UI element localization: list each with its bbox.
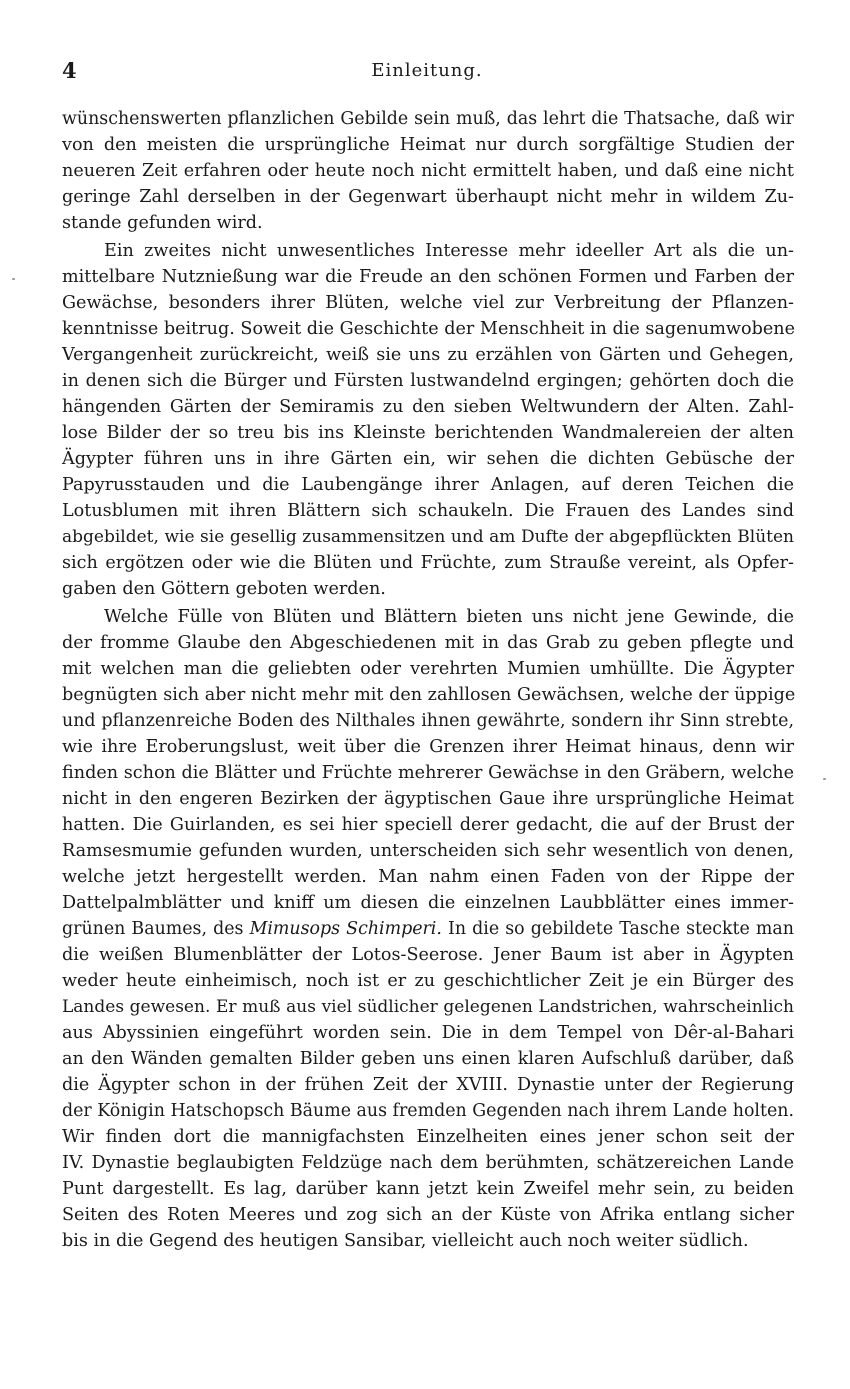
- text-line: Dattelpalmblätter und kniff um diesen die einzelnen Laubblätter eines immer-: [62, 893, 794, 913]
- text-line: [62, 916, 794, 942]
- page-header: [62, 58, 792, 86]
- text-line: an den Wänden gemalten Bilder geben uns einen klaren Aufschluß darüber, daß: [62, 1049, 794, 1069]
- text-line: Ramsesmumie gefunden wurden, unterscheiden sich sehr wesentlich von denen,: [62, 841, 794, 861]
- text-line: Gewächse, besonders ihrer Blüten, welche viel zur Verbreitung der Pflanzen-: [62, 293, 794, 313]
- text-line: abgebildet, wie sie gesellig zusammensitzen und am Dufte der abgepflückten Blüten: [62, 527, 794, 547]
- text-line: weder heute einheimisch, noch ist er zu geschichtlicher Zeit je ein Bürger des: [62, 971, 794, 991]
- text-line: hängenden Gärten der Semiramis zu den sieben Weltwundern der Alten. Zahl-: [62, 397, 794, 417]
- text-line: finden schon die Blätter und Früchte mehrerer Gewächse in den Gräbern, welche: [62, 763, 794, 783]
- text-segment: In die so gebildete Tasche steckte man: [441, 919, 794, 939]
- text-line: stande gefunden wird.: [62, 213, 263, 233]
- text-line: bis in die Gegend des heutigen Sansibar, vielleicht auch noch weiter südlich.: [62, 1231, 749, 1251]
- text-line: in denen sich die Bürger und Fürsten lustwandelnd ergingen; gehörten doch die: [62, 371, 794, 391]
- page-speck: [823, 778, 826, 780]
- page-number: 4: [62, 58, 77, 83]
- text-line: aus Abyssinien eingeführt worden sein. Die in dem Tempel von Dêr-al-Bahari: [62, 1023, 794, 1043]
- text-line: die Ägypter schon in der frühen Zeit der XVIII. Dynastie unter der Regierung: [62, 1075, 794, 1095]
- text-line: neueren Zeit erfahren oder heute noch nicht ermittelt haben, und daß eine nicht: [62, 161, 794, 181]
- text-line: Papyrusstauden und die Laubengänge ihrer Anlagen, auf deren Teichen die: [62, 475, 794, 495]
- text-line: der fromme Glaube den Abgeschiedenen mit in das Grab zu geben pflegte und: [62, 633, 794, 653]
- text-line: Wir finden dort die mannigfachsten Einzelheiten eines jener schon seit der: [62, 1127, 794, 1147]
- text-line: begnügten sich aber nicht mehr mit den zahllosen Gewächsen, welche der üppige: [62, 685, 796, 705]
- text-line: gaben den Göttern geboten werden.: [62, 579, 386, 599]
- text-line: Landes gewesen. Er muß aus viel südlicher gelegenen Landstrichen, wahrscheinlich: [62, 997, 794, 1017]
- text-line: geringe Zahl derselben in der Gegenwart überhaupt nicht mehr in wildem Zu-: [62, 187, 794, 207]
- text-line: Punt dargestellt. Es lag, darüber kann jetzt kein Zweifel mehr sein, zu beiden: [62, 1179, 794, 1199]
- text-line: Ägypter führen uns in ihre Gärten ein, wir sehen die dichten Gebüsche der: [62, 449, 794, 469]
- text-line: mit welchen man die geliebten oder verehrten Mumien umhüllte. Die Ägypter: [62, 659, 794, 679]
- text-line: Ein zweites nicht unwesentliches Interesse mehr ideeller Art als die un-: [104, 241, 794, 261]
- text-segment: grünen Baumes, des: [62, 919, 250, 939]
- text-line: IV. Dynastie beglaubigten Feldzüge nach dem berühmten, schätzereichen Lande: [62, 1153, 794, 1173]
- text-line: lose Bilder der so treu bis ins Kleinste berichtenden Wandmalereien der alten: [62, 423, 794, 443]
- text-line: wie ihre Eroberungslust, weit über die Grenzen ihrer Heimat hinaus, denn wir: [62, 737, 794, 757]
- text-line: Vergangenheit zurückreicht, weiß sie uns zu erzählen von Gärten und Gehegen,: [62, 345, 794, 365]
- text-line: hatten. Die Guirlanden, es sei hier speciell derer gedacht, die auf der Brust der: [62, 815, 794, 835]
- text-line: Welche Fülle von Blüten und Blättern bieten uns nicht jene Gewinde, die: [104, 607, 794, 627]
- text-line: welche jetzt hergestellt werden. Man nahm einen Faden von der Rippe der: [62, 867, 794, 887]
- page-speck: [12, 278, 15, 280]
- text-line: nicht in den engeren Bezirken der ägyptischen Gaue ihre ursprüngliche Heimat: [62, 789, 794, 809]
- text-line: der Königin Hatschopsch Bäume aus fremden Gegenden nach ihrem Lande holten.: [62, 1101, 794, 1121]
- text-line: und pflanzenreiche Boden des Nilthales ihnen gewährte, sondern ihr Sinn strebte,: [62, 711, 794, 731]
- text-line: kenntnisse beitrug. Soweit die Geschichte der Menschheit in die sagenumwobene: [62, 319, 795, 339]
- species-name: Mimusops Schimperi.: [249, 919, 442, 939]
- text-line: Lotusblumen mit ihren Blättern sich schaukeln. Die Frauen des Landes sind: [62, 501, 794, 521]
- text-line: mittelbare Nutznießung war die Freude an den schönen Formen und Farben der: [62, 267, 794, 287]
- text-line: Seiten des Roten Meeres und zog sich an der Küste von Afrika entlang sicher: [62, 1205, 794, 1225]
- text-line: wünschenswerten pflanzlichen Gebilde sein muß, das lehrt die Thatsache, daß wir: [62, 109, 794, 129]
- running-title: Einleitung.: [371, 60, 483, 81]
- text-line: von den meisten die ursprüngliche Heimat nur durch sorgfältige Studien der: [62, 135, 794, 155]
- text-line: sich ergötzen oder wie die Blüten und Früchte, zum Strauße vereint, als Opfer-: [62, 553, 794, 573]
- text-line: die weißen Blumenblätter der Lotos-Seerose. Jener Baum ist aber in Ägypten: [62, 945, 794, 965]
